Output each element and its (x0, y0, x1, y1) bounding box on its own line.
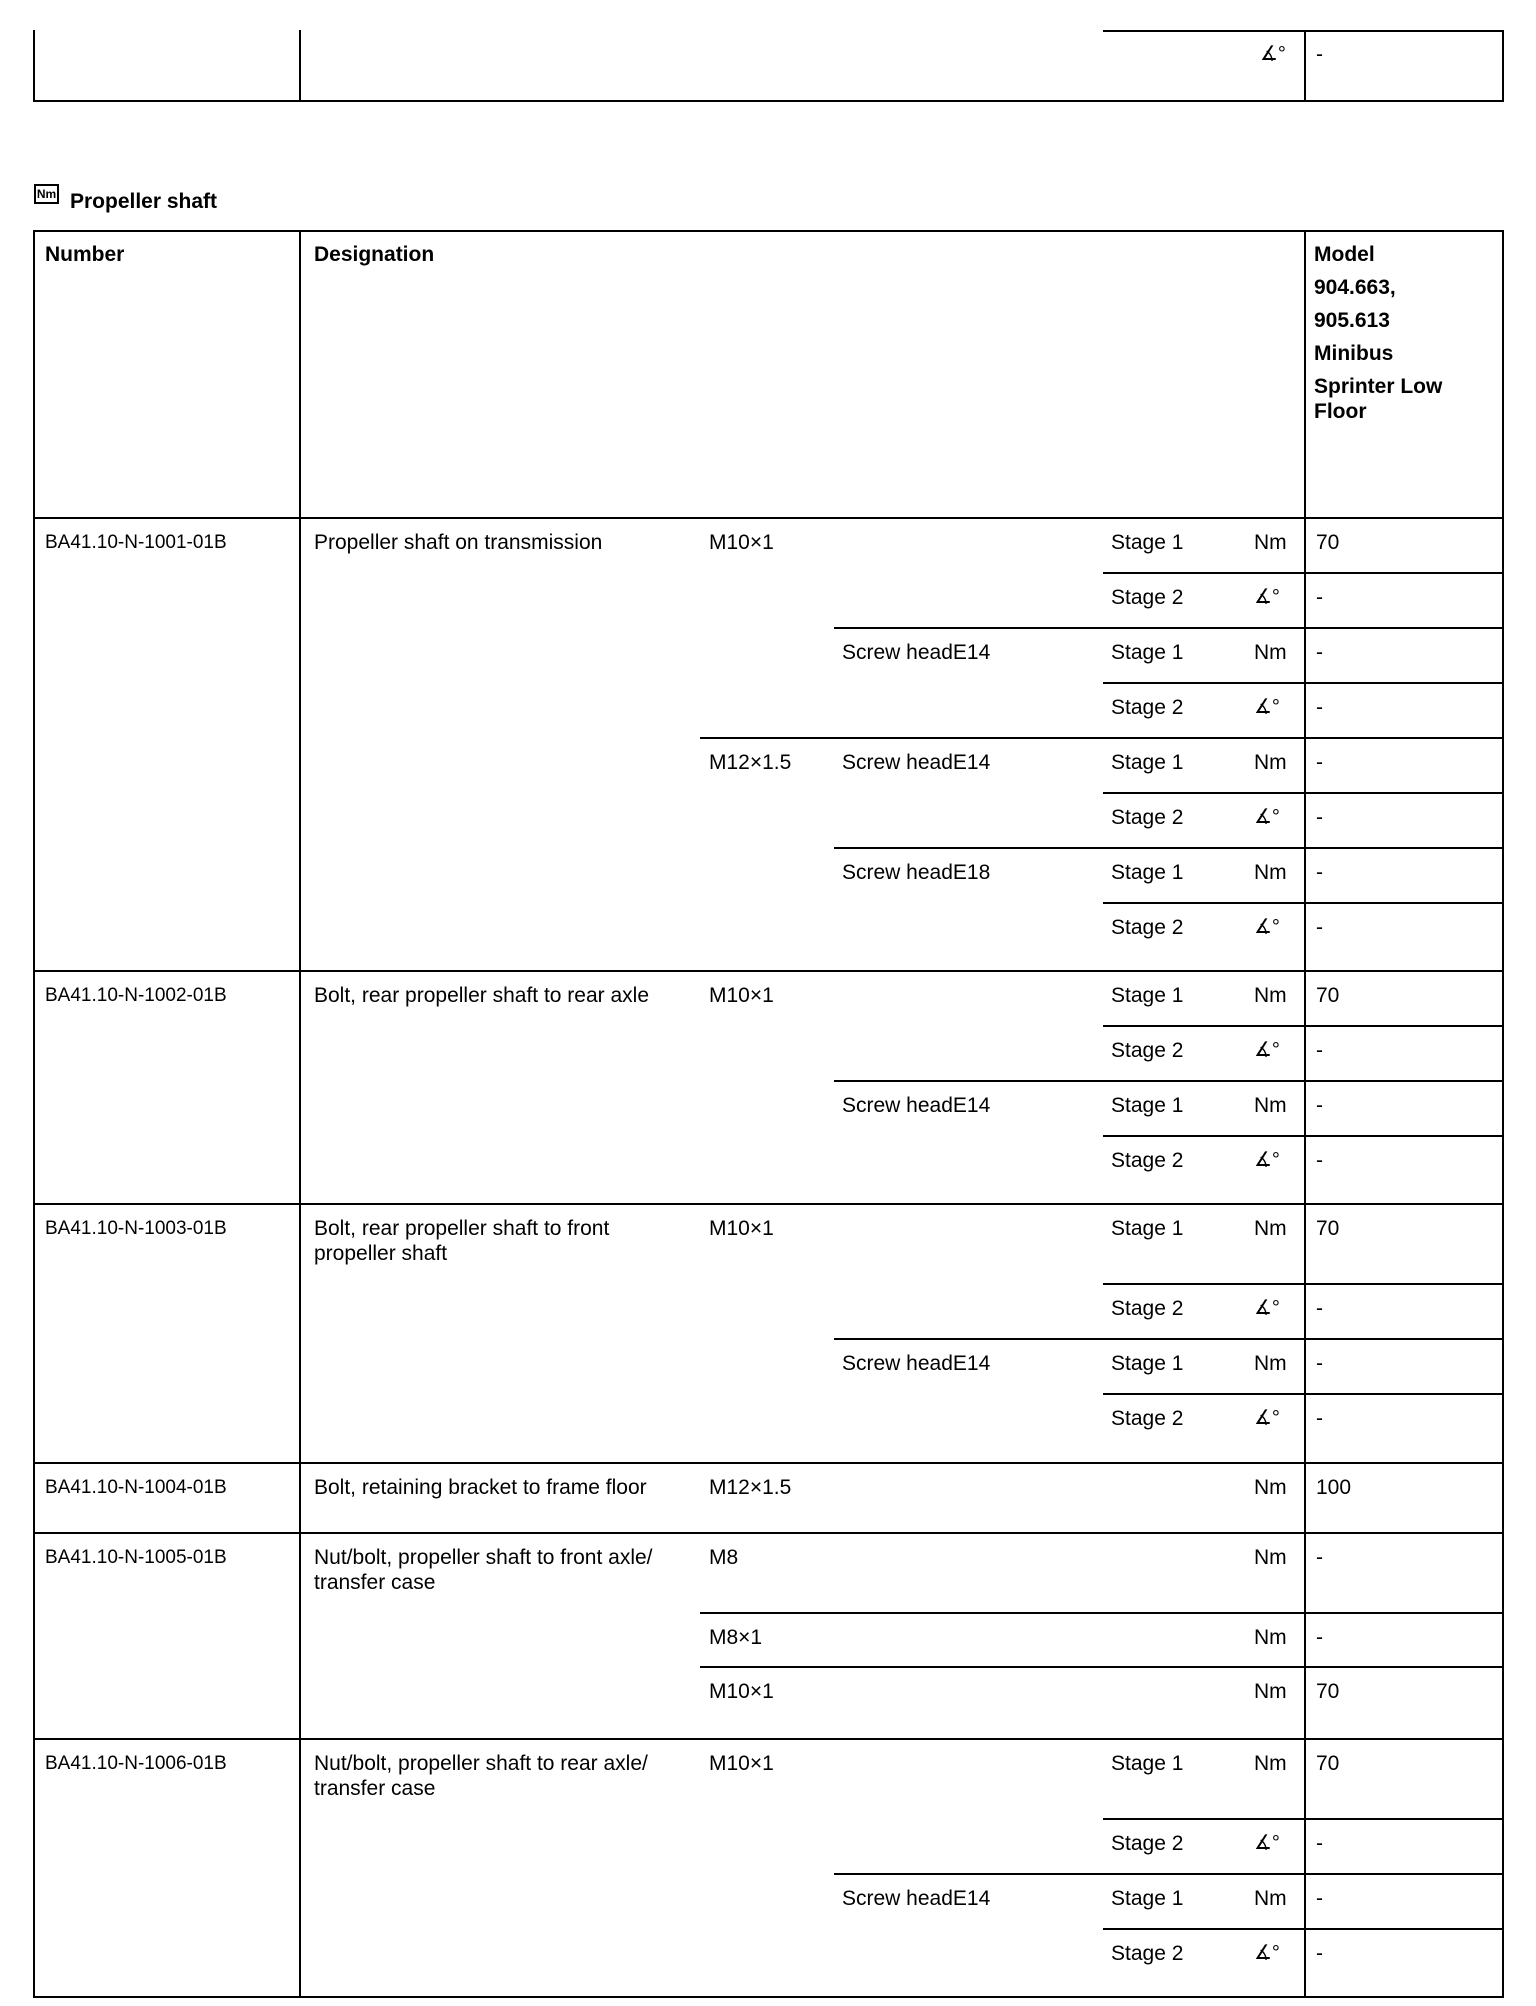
row-divider (700, 737, 1504, 739)
row-divider (834, 1873, 1504, 1875)
thread-size: M10×1 (709, 1752, 774, 1775)
torque-value: - (1316, 1352, 1323, 1375)
screw-head: Screw headE14 (842, 751, 991, 774)
tightening-stage: Stage 1 (1111, 861, 1184, 884)
tightening-stage: Stage 2 (1111, 1832, 1184, 1855)
torque-value: 70 (1316, 984, 1340, 1007)
part-number: BA41.10-N-1003-01B (45, 1218, 227, 1239)
nm-unit: Nm (1254, 1752, 1287, 1775)
part-number: BA41.10-N-1005-01B (45, 1547, 227, 1568)
row-divider (33, 1462, 1504, 1464)
thread-size: M12×1.5 (709, 751, 792, 774)
row-divider (1103, 1928, 1504, 1930)
torque-value: - (1316, 1942, 1323, 1965)
designation: Nut/bolt, propeller shaft to front axle/ transfer case (314, 1546, 653, 1594)
thread-size: M10×1 (709, 531, 774, 554)
column-divider (1304, 230, 1306, 1998)
row-divider (33, 1738, 1504, 1740)
part-number: BA41.10-N-1001-01B (45, 532, 227, 553)
angle-unit-icon: ∡° (1254, 696, 1280, 718)
row-divider (1103, 1283, 1504, 1285)
angle-unit-icon: ∡° (1260, 43, 1286, 65)
tightening-stage: Stage 1 (1111, 984, 1184, 1007)
tightening-stage: Stage 1 (1111, 641, 1184, 664)
header-model-line: Sprinter Low Floor (1314, 375, 1443, 423)
torque-value: - (1316, 1407, 1323, 1430)
torque-value: - (1316, 1626, 1323, 1649)
header-model-line: Minibus (1314, 342, 1394, 365)
header-model-line: Model (1314, 243, 1375, 266)
column-divider (299, 230, 301, 1998)
row-divider (834, 1080, 1504, 1082)
torque-value: - (1316, 1094, 1323, 1117)
part-number: BA41.10-N-1002-01B (45, 985, 227, 1006)
row-divider (33, 1203, 1504, 1205)
part-number: BA41.10-N-1004-01B (45, 1477, 227, 1498)
row-divider (33, 517, 1504, 519)
value-cell: - (1316, 43, 1323, 66)
screw-head: Screw headE14 (842, 641, 991, 664)
angle-unit-icon: ∡° (1254, 1039, 1280, 1061)
nm-unit: Nm (1254, 861, 1287, 884)
torque-value: - (1316, 641, 1323, 664)
row-divider (33, 970, 1504, 972)
nm-unit: Nm (1254, 1476, 1287, 1499)
divider (1103, 30, 1504, 32)
torque-value: 70 (1316, 531, 1340, 554)
designation: Bolt, rear propeller shaft to front propeller shaft (314, 1217, 610, 1265)
header-model-line: 905.613 (1314, 309, 1390, 332)
tightening-stage: Stage 1 (1111, 1887, 1184, 1910)
divider (1304, 30, 1306, 102)
row-divider (1103, 1393, 1504, 1395)
thread-size: M10×1 (709, 1680, 774, 1703)
angle-unit-icon: ∡° (1254, 1297, 1280, 1319)
row-divider (1103, 1818, 1504, 1820)
angle-unit-icon: ∡° (1254, 1149, 1280, 1171)
nm-unit: Nm (1254, 984, 1287, 1007)
torque-value: - (1316, 696, 1323, 719)
angle-unit-icon: ∡° (1254, 1407, 1280, 1429)
thread-size: M12×1.5 (709, 1476, 792, 1499)
torque-value: - (1316, 751, 1323, 774)
row-divider (700, 1666, 1504, 1668)
torque-value: - (1316, 1887, 1323, 1910)
row-divider (1103, 572, 1504, 574)
nm-unit: Nm (1254, 751, 1287, 774)
header-model-line: 904.663, (1314, 276, 1396, 299)
torque-value: 70 (1316, 1680, 1340, 1703)
row-divider (700, 1612, 1504, 1614)
torque-value: - (1316, 586, 1323, 609)
tightening-stage: Stage 2 (1111, 1942, 1184, 1965)
angle-unit-icon: ∡° (1254, 916, 1280, 938)
row-divider (1103, 792, 1504, 794)
nm-unit: Nm (1254, 1217, 1287, 1240)
torque-value: - (1316, 806, 1323, 829)
angle-unit-icon: ∡° (1254, 1832, 1280, 1854)
angle-unit-icon: ∡° (1254, 806, 1280, 828)
designation: Bolt, retaining bracket to frame floor (314, 1476, 647, 1499)
torque-value: 100 (1316, 1476, 1352, 1499)
tightening-stage: Stage 1 (1111, 1352, 1184, 1375)
torque-nm-icon: Nm (34, 184, 59, 204)
tightening-stage: Stage 1 (1111, 531, 1184, 554)
torque-value: - (1316, 1039, 1323, 1062)
nm-unit: Nm (1254, 1094, 1287, 1117)
header-designation: Designation (314, 243, 435, 266)
row-divider (33, 1532, 1504, 1534)
angle-unit-icon: ∡° (1254, 586, 1280, 608)
nm-unit: Nm (1254, 1887, 1287, 1910)
nm-unit: Nm (1254, 1546, 1287, 1569)
screw-head: Screw headE14 (842, 1352, 991, 1375)
part-number: BA41.10-N-1006-01B (45, 1753, 227, 1774)
row-divider (834, 1338, 1504, 1340)
torque-value: - (1316, 861, 1323, 884)
tightening-stage: Stage 2 (1111, 916, 1184, 939)
nm-unit: Nm (1254, 1352, 1287, 1375)
torque-value: - (1316, 1546, 1323, 1569)
section-title: Propeller shaft (70, 190, 218, 213)
tightening-stage: Stage 2 (1111, 1039, 1184, 1062)
torque-value: - (1316, 916, 1323, 939)
designation: Bolt, rear propeller shaft to rear axle (314, 984, 649, 1007)
thread-size: M10×1 (709, 984, 774, 1007)
tightening-stage: Stage 2 (1111, 1149, 1184, 1172)
tightening-stage: Stage 1 (1111, 751, 1184, 774)
divider (299, 30, 301, 102)
row-divider (834, 847, 1504, 849)
torque-value: - (1316, 1149, 1323, 1172)
row-divider (1103, 682, 1504, 684)
row-divider (834, 627, 1504, 629)
angle-unit-icon: ∡° (1254, 1942, 1280, 1964)
row-divider (1103, 902, 1504, 904)
tightening-stage: Stage 1 (1111, 1217, 1184, 1240)
header-number: Number (45, 243, 125, 266)
thread-size: M8 (709, 1546, 739, 1569)
nm-unit: Nm (1254, 641, 1287, 664)
designation: Propeller shaft on transmission (314, 531, 603, 554)
torque-value: - (1316, 1297, 1323, 1320)
row-divider (1103, 1135, 1504, 1137)
tightening-stage: Stage 2 (1111, 1407, 1184, 1430)
screw-head: Screw headE14 (842, 1887, 991, 1910)
tightening-stage: Stage 2 (1111, 1297, 1184, 1320)
tightening-stage: Stage 2 (1111, 586, 1184, 609)
nm-unit: Nm (1254, 531, 1287, 554)
screw-head: Screw headE18 (842, 861, 991, 884)
screw-head: Screw headE14 (842, 1094, 991, 1117)
tightening-stage: Stage 1 (1111, 1752, 1184, 1775)
row-divider (1103, 1025, 1504, 1027)
nm-unit: Nm (1254, 1680, 1287, 1703)
thread-size: M10×1 (709, 1217, 774, 1240)
designation: Nut/bolt, propeller shaft to rear axle/ transfer case (314, 1752, 648, 1800)
tightening-stage: Stage 1 (1111, 1094, 1184, 1117)
tightening-stage: Stage 2 (1111, 696, 1184, 719)
torque-value: 70 (1316, 1752, 1340, 1775)
torque-value: 70 (1316, 1217, 1340, 1240)
nm-unit: Nm (1254, 1626, 1287, 1649)
torque-value: - (1316, 1832, 1323, 1855)
tightening-stage: Stage 2 (1111, 806, 1184, 829)
thread-size: M8×1 (709, 1626, 763, 1649)
